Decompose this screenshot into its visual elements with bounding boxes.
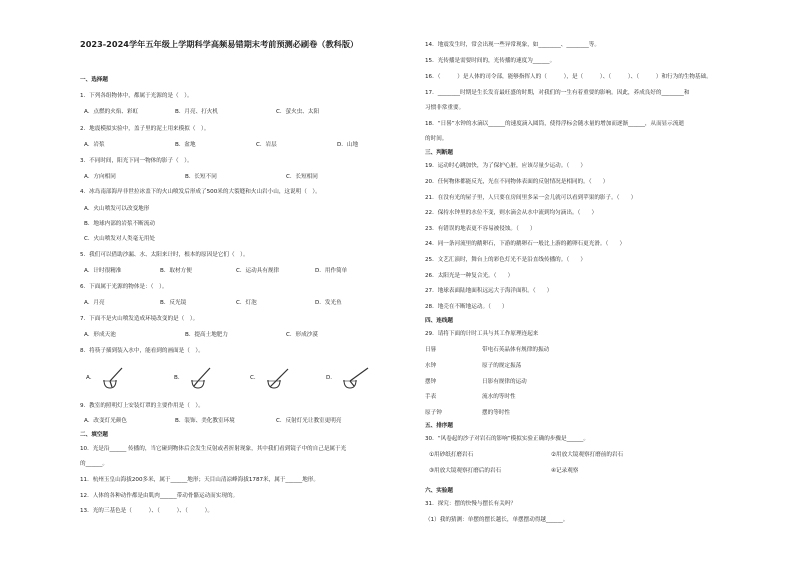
chopstick-in-water-c-image <box>262 366 294 388</box>
question-2: 2．地震模拟实验中，盖子里的泥土用来模拟（ ）。 <box>80 126 210 132</box>
question-28: 28．地壳在不断地运动。（ ） <box>425 304 508 310</box>
section-choice: 一、选择题 <box>80 77 108 83</box>
match-right-item[interactable]: 摆的等时性 <box>482 410 510 416</box>
chopstick-in-water-b-image <box>186 366 218 388</box>
option[interactable]: A．形成天池 <box>84 332 116 338</box>
question-29: 29．请将下面的计时工具与其工作原理连起来 <box>425 331 539 337</box>
order-step[interactable]: ①用砂纸打磨岩石 <box>429 452 474 458</box>
order-step[interactable]: ④记录观察 <box>551 468 579 474</box>
option[interactable]: D． <box>326 375 336 381</box>
option[interactable]: C．运动具有规律 <box>236 268 280 274</box>
option[interactable]: D．山地 <box>337 142 359 148</box>
match-right-item[interactable]: 带电石英晶体有规律的振动 <box>482 347 550 353</box>
option[interactable]: C．火山喷发对人类毫无用处 <box>84 236 156 242</box>
option[interactable]: B．反光镜 <box>160 300 187 306</box>
option[interactable]: C．灯泡 <box>236 300 257 306</box>
option[interactable]: B． <box>174 375 184 381</box>
question-10-cont: 的______。 <box>80 461 108 467</box>
section-true-false: 三、判断题 <box>425 150 453 156</box>
question-15: 15．光传播是需要时间的，光传播的速度为______。 <box>425 58 556 64</box>
question-9: 9．教室的照明灯上安装灯罩的主要作用是（ ）。 <box>80 403 204 409</box>
option[interactable]: A．方向相同 <box>84 174 116 180</box>
question-20: 20．任何物体都能反光，光在不同物体表面的反射情况是相同的。（ ） <box>425 179 609 185</box>
question-17: 17．________时期是生长发育最旺盛的时期，对我们的一生有着重要的影响。因此，养成良好的________和 <box>425 90 690 96</box>
option[interactable]: A．岩浆 <box>84 142 105 148</box>
section-fill-blank: 二、填空题 <box>80 432 108 438</box>
right-column <box>425 0 730 562</box>
section-matching: 四、连线题 <box>425 318 453 324</box>
option[interactable]: B．取材方便 <box>160 268 192 274</box>
question-12: 12．人体的各种动作都是由肌肉______带动骨骼运动而实现的。 <box>80 493 239 499</box>
question-24: 24．同一条河流里的鹅卵石，下游的鹅卵石一般比上游的鹅卵石更光滑。（ ） <box>425 241 626 247</box>
option[interactable]: C．反射灯光让教室更明亮 <box>276 418 342 424</box>
chopstick-in-water-a-image <box>98 366 130 388</box>
question-27: 27．地球表面陆地面积远远大于海洋面积。（ ） <box>425 288 553 294</box>
option[interactable]: C．形成沙漠 <box>286 332 318 338</box>
question-5: 5．我们可以借助沙漏、水、太阳来计时，根本的原因是它们（ ）。 <box>80 252 249 258</box>
question-31: 31．探究：摆的快慢与摆长有关吗？ <box>425 501 517 507</box>
question-30: 30．“风卷起的沙子对岩石的影响”模拟实验正确的步骤是______。 <box>425 436 589 442</box>
match-left-item[interactable]: 水钟 <box>425 363 437 369</box>
question-6: 6．下面属于光源的物体是：（ ）。 <box>80 284 168 290</box>
option[interactable]: A．点燃的火焰、彩虹 <box>84 109 139 115</box>
question-21: 21．在没有光的屋子里，人只要在房间里多呆一会儿就可以看到苹果的影子。（ ） <box>425 195 637 201</box>
question-23: 23．有错误的地表更不容易被侵蚀。（ ） <box>425 226 536 232</box>
option[interactable]: B．长短不同 <box>185 174 217 180</box>
match-left-item[interactable]: 手表 <box>425 394 437 400</box>
option[interactable]: D．用作简单 <box>315 268 348 274</box>
section-ordering: 五、排序题 <box>425 423 453 429</box>
question-18: 18．“日晷”水钟的水滴以______的速度滴入圆筒，使得浮标会随水量的增加而逐渐______，从而显示流逝 <box>425 121 685 127</box>
order-step[interactable]: ③用放大镜观察打磨后的岩石 <box>429 468 502 474</box>
option[interactable]: C．萤火虫、太阳 <box>276 109 320 115</box>
match-right-item[interactable]: 日影有规律的运动 <box>482 379 527 385</box>
question-16: 16．（ ）是人体的司令部，能够指挥人的（ ），是（ ）、（ ）、（ ）和行为的生物基础。 <box>425 74 712 80</box>
question-17-cont: 习惯非常重要。 <box>425 105 465 111</box>
option[interactable]: D．发光鱼 <box>315 300 342 306</box>
match-left-item[interactable]: 原子钟 <box>425 410 442 416</box>
question-8: 8．将筷子插到装入水中，能看到的画面是（ ）。 <box>80 348 204 354</box>
question-18-cont: 的时间。 <box>425 136 448 142</box>
question-25: 25．文艺汇演时，舞台上的彩色灯光不是沿直线传播的。（ ） <box>425 257 586 263</box>
question-22: 22．保持水钟里的水位不变，则水滴会从水中流到均匀滴出。（ ） <box>425 210 598 216</box>
option[interactable]: C．长短相同 <box>286 174 318 180</box>
option[interactable]: A．计时很精准 <box>84 268 122 274</box>
question-14: 14．地震发生时，常会出现一些异常现象，如________、________等。 <box>425 42 600 48</box>
option[interactable]: C． <box>250 375 260 381</box>
option[interactable]: B．提高土地肥力 <box>185 332 228 338</box>
order-step[interactable]: ②用放大镜观察打磨前的岩石 <box>551 452 624 458</box>
question-7: 7．下面不是火山喷发造成环境改变的是（ ）。 <box>80 316 199 322</box>
option[interactable]: A．改变灯光颜色 <box>84 418 127 424</box>
question-10: 10．光是沿______ 传播的，当它碰到物体后会发生反射或者折射现象，其中我们看到镜子中的自己是属于光 <box>80 446 347 452</box>
option[interactable]: B．地球内部的岩浆不断流动 <box>84 221 155 227</box>
section-experiment: 六、实验题 <box>425 488 453 494</box>
question-3: 3．不同时间，阳光下同一物体的影子（ ）。 <box>80 158 193 164</box>
left-column <box>80 0 400 562</box>
question-11: 11．杭州玉皇山海拔200多米，属于______地形；天目山清凉峰海拔1787米，属于______地形。 <box>80 477 319 483</box>
match-right-item[interactable]: 原子的规定振荡 <box>482 363 522 369</box>
chopstick-in-water-d-image <box>338 366 374 388</box>
option[interactable]: C．岩层 <box>256 142 277 148</box>
question-26: 26．太阳光是一种复合光。（ ） <box>425 273 514 279</box>
question-4: 4．冰岛南部海岸非世拉冰盖下的火山喷发后形成了500米的大裂缝和火山岩小山，这说明（ ）。 <box>80 189 321 195</box>
match-right-item[interactable]: 流水的等时性 <box>482 394 516 400</box>
option[interactable]: B．月亮、打火机 <box>175 109 218 115</box>
match-left-item[interactable]: 日晷 <box>425 347 437 353</box>
question-19: 19．运动时心跳加快，为了保护心脏，应该尽量少运动。（ ） <box>425 163 586 169</box>
option[interactable]: A． <box>86 375 96 381</box>
option[interactable]: B．盆地 <box>175 142 196 148</box>
question-31-part1: （1）我的猜测：单摆的摆长越长，单摆摆动得越______。 <box>425 517 569 523</box>
match-left-item[interactable]: 摆钟 <box>425 379 437 385</box>
page-title: 2023-2024学年五年级上学期科学高频易错期末考前预测必刷卷（教科版） <box>80 39 359 49</box>
option[interactable]: A．月亮 <box>84 300 105 306</box>
question-1: 1．下列各组物体中，都属于光源的是（ ）。 <box>80 93 193 99</box>
question-13: 13．光的三基色是（ ）、（ ）、（ ）。 <box>80 508 213 514</box>
option[interactable]: A．火山喷发可以改变地形 <box>84 206 150 212</box>
option[interactable]: B．装饰、美化教室环境 <box>175 418 235 424</box>
